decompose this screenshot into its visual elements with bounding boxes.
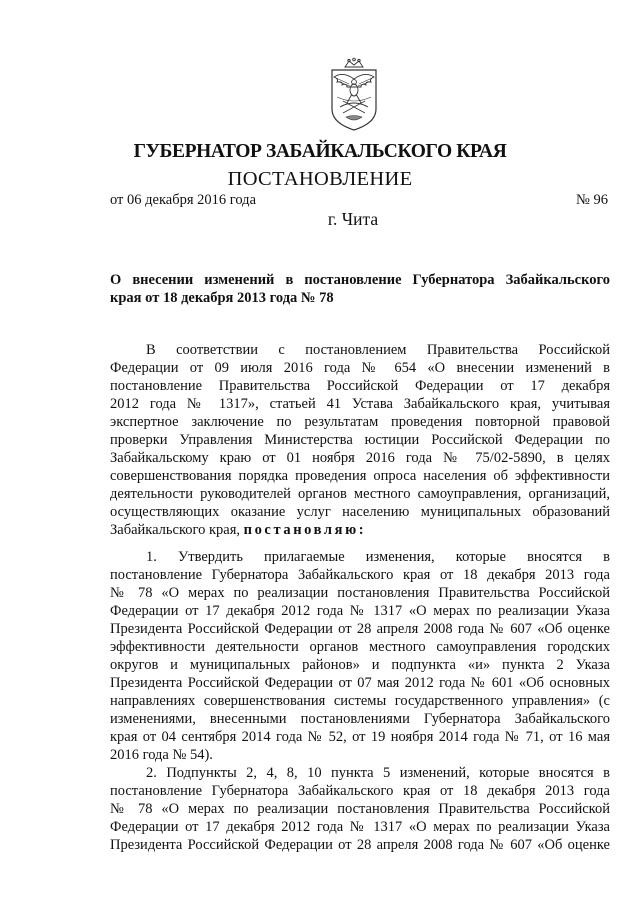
preamble-line: Забайкальскому краю от 01 ноября 2016 года № 75/02-5890, в целях bbox=[110, 450, 610, 466]
document-date: от 06 декабря 2016 года bbox=[110, 192, 256, 208]
subject-line: О внесении изменений в постановление Губернатора Забайкальского bbox=[110, 272, 610, 288]
paragraph-line: № 78 «О мерах по реализации постановления Правительства Российской bbox=[110, 801, 610, 817]
paragraph-line: округов и муниципальных районов» и подпункта «и» пункта 2 Указа bbox=[110, 657, 610, 673]
preamble-line: осуществляющих оказание услуг населению муниципальных образований bbox=[110, 504, 610, 520]
preamble-line: совершенствования порядка проведения опроса населения об эффективности bbox=[110, 468, 610, 484]
preamble-line: Федерации от 09 июля 2016 года № 654 «О внесении изменений в bbox=[110, 360, 610, 376]
preamble-paragraph bbox=[110, 341, 610, 539]
paragraph-line: Президента Российской Федерации от 28 апреля 2008 года № 607 «Об оценке bbox=[110, 837, 610, 853]
preamble-line: постановление Правительства Российской Федерации от 17 декабря bbox=[110, 378, 610, 394]
paragraph-line: изменениями, внесенными постановлениями Губернатора Забайкальского bbox=[110, 711, 610, 727]
preamble-line: 2012 года № 1317», статьей 41 Устава Забайкальского края, учитывая bbox=[110, 396, 610, 412]
paragraph-line: Президента Российской Федерации от 07 мая 2012 года № 601 «Об основных bbox=[110, 675, 610, 691]
preamble-line-prefix: Забайкальского края, bbox=[110, 522, 240, 538]
decree-word: постановляю: bbox=[243, 522, 367, 538]
document-body bbox=[110, 341, 610, 854]
paragraph-line: края от 04 сентября 2014 года № 52, от 19 ноября 2014 года № 71, от 16 мая bbox=[110, 729, 610, 745]
document-number: № 96 bbox=[576, 192, 608, 208]
paragraph-line: Президента Российской Федерации от 28 апреля 2008 года № 607 «Об оценке bbox=[110, 621, 610, 637]
document-city: г. Чита bbox=[327, 209, 379, 229]
document-type: ПОСТАНОВЛЕНИЕ bbox=[227, 168, 413, 190]
preamble-line: экспертное заключение по результатам проведения повторной правовой bbox=[110, 414, 610, 430]
paragraph-line: Федерации от 17 декабря 2012 года № 1317 «О мерах по реализации Указа bbox=[110, 603, 610, 619]
paragraph-line: 2. Подпункты 2, 4, 8, 10 пункта 5 изменений, которые вносятся в bbox=[146, 765, 610, 781]
coat-of-arms-emblem bbox=[323, 57, 385, 133]
paragraph-line: постановление Губернатора Забайкальского края от 18 декабря 2013 года bbox=[110, 783, 610, 799]
preamble-last-line bbox=[110, 521, 610, 539]
paragraph-line: Федерации от 17 декабря 2012 года № 1317 «О мерах по реализации Указа bbox=[110, 819, 610, 835]
preamble-line: проверки Управления Министерства юстиции Российской Федерации по bbox=[110, 432, 610, 448]
issuer-title: ГУБЕРНАТОР ЗАБАЙКАЛЬСКОГО КРАЯ bbox=[133, 141, 507, 162]
paragraph-1 bbox=[110, 548, 610, 764]
paragraph-line: 1. Утвердить прилагаемые изменения, которые вносятся в bbox=[146, 549, 610, 565]
paragraph-line: № 78 «О мерах по реализации постановления Правительства Российской bbox=[110, 585, 610, 601]
paragraph-line: постановление Губернатора Забайкальского края от 18 декабря 2013 года bbox=[110, 567, 610, 583]
preamble-line: В соответствии с постановлением Правительства Российской bbox=[146, 342, 610, 358]
subject-line: края от 18 декабря 2013 года № 78 bbox=[110, 290, 334, 306]
document-subject bbox=[110, 271, 610, 307]
paragraph-line: направлениях совершенствования системы государственного управления» (с bbox=[110, 693, 610, 709]
paragraph-line: 2016 года № 54). bbox=[110, 747, 213, 763]
paragraph-2 bbox=[110, 764, 610, 854]
preamble-line: деятельности руководителей органов местного самоуправления, организаций, bbox=[110, 486, 610, 502]
paragraph-line: эффективности деятельности органов местного самоуправления городских bbox=[110, 639, 610, 655]
